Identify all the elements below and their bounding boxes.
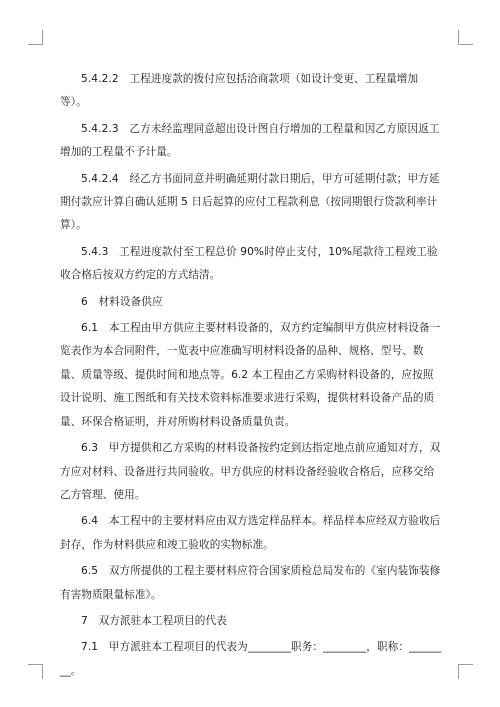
clause-5-4-2-4: 5.4.2.4 经乙方书面同意并明确延期付款日期后，甲方可延期付款；甲方延期付款应计算自确认延期 5 日后起算的应付工程款利息（按同期银行贷款利率计算）。 bbox=[60, 172, 440, 232]
clause-5-4-2-3: 5.4.2.3 乙方未经监理同意超出设计图自行增加的工程量和因乙方原因返工增加的工程量不予计量。 bbox=[60, 122, 440, 159]
document-body bbox=[60, 68, 444, 683]
section-heading-7: 7 双方派驻本工程项目的代表 bbox=[81, 614, 227, 627]
clause-6-4: 6.4 本工程中的主要材料应由双方选定样品样本。样品样本应经双方验收后封存，作为材料供应和竣工验收的实物标准。 bbox=[60, 515, 441, 551]
clause-5-4-3: 5.4.3 工程进度款付至工程总价 90%时停止支付，10%尾款待工程竣工验收合格后按双方约定的方式结清。 bbox=[60, 245, 438, 282]
clause-7-1: 7.1 甲方派驻本工程项目的代表为________职务：________，职称：________。 bbox=[60, 641, 442, 677]
crop-mark-top-left bbox=[28, 30, 43, 45]
crop-mark-bottom-left bbox=[28, 664, 43, 679]
clause-6-5: 6.5 双方所提供的工程主要材料应符合国家质检总局发布的《室内装饰装修有害物质限量标准》。 bbox=[60, 565, 441, 601]
crop-mark-bottom-right bbox=[458, 664, 473, 679]
section-heading-6: 6 材料设备供应 bbox=[81, 295, 163, 308]
crop-mark-top-right bbox=[458, 30, 473, 45]
clause-6-3: 6.3 甲方提供和乙方采购的材料设备按约定到达指定地点前应通知对方，双方应对材料、设备进行共同验收。甲方供应的材料设备经验收合格后，应移交给乙方管理、使用。 bbox=[60, 442, 441, 501]
clause-6-1: 6.1 本工程由甲方供应主要材料设备的，双方约定编制甲方供应材料设备一览表作为本合同附件，一览表中应准确写明材料设备的品种、规格、型号、数量、质量等级、提供时间和地点等。6.2 本工程由乙方采购材料设备的，应按照设计说明、施工图纸和有关技术资料标准要求进行采购，提供材料设备产品的质量、环保合格证明，并对所购材料设备质量负责。 bbox=[60, 322, 441, 428]
clause-5-4-2-2: 5.4.2.2 工程进度款的拨付应包括洽商款项（如设计变更、工程量增加等）。 bbox=[60, 73, 419, 109]
